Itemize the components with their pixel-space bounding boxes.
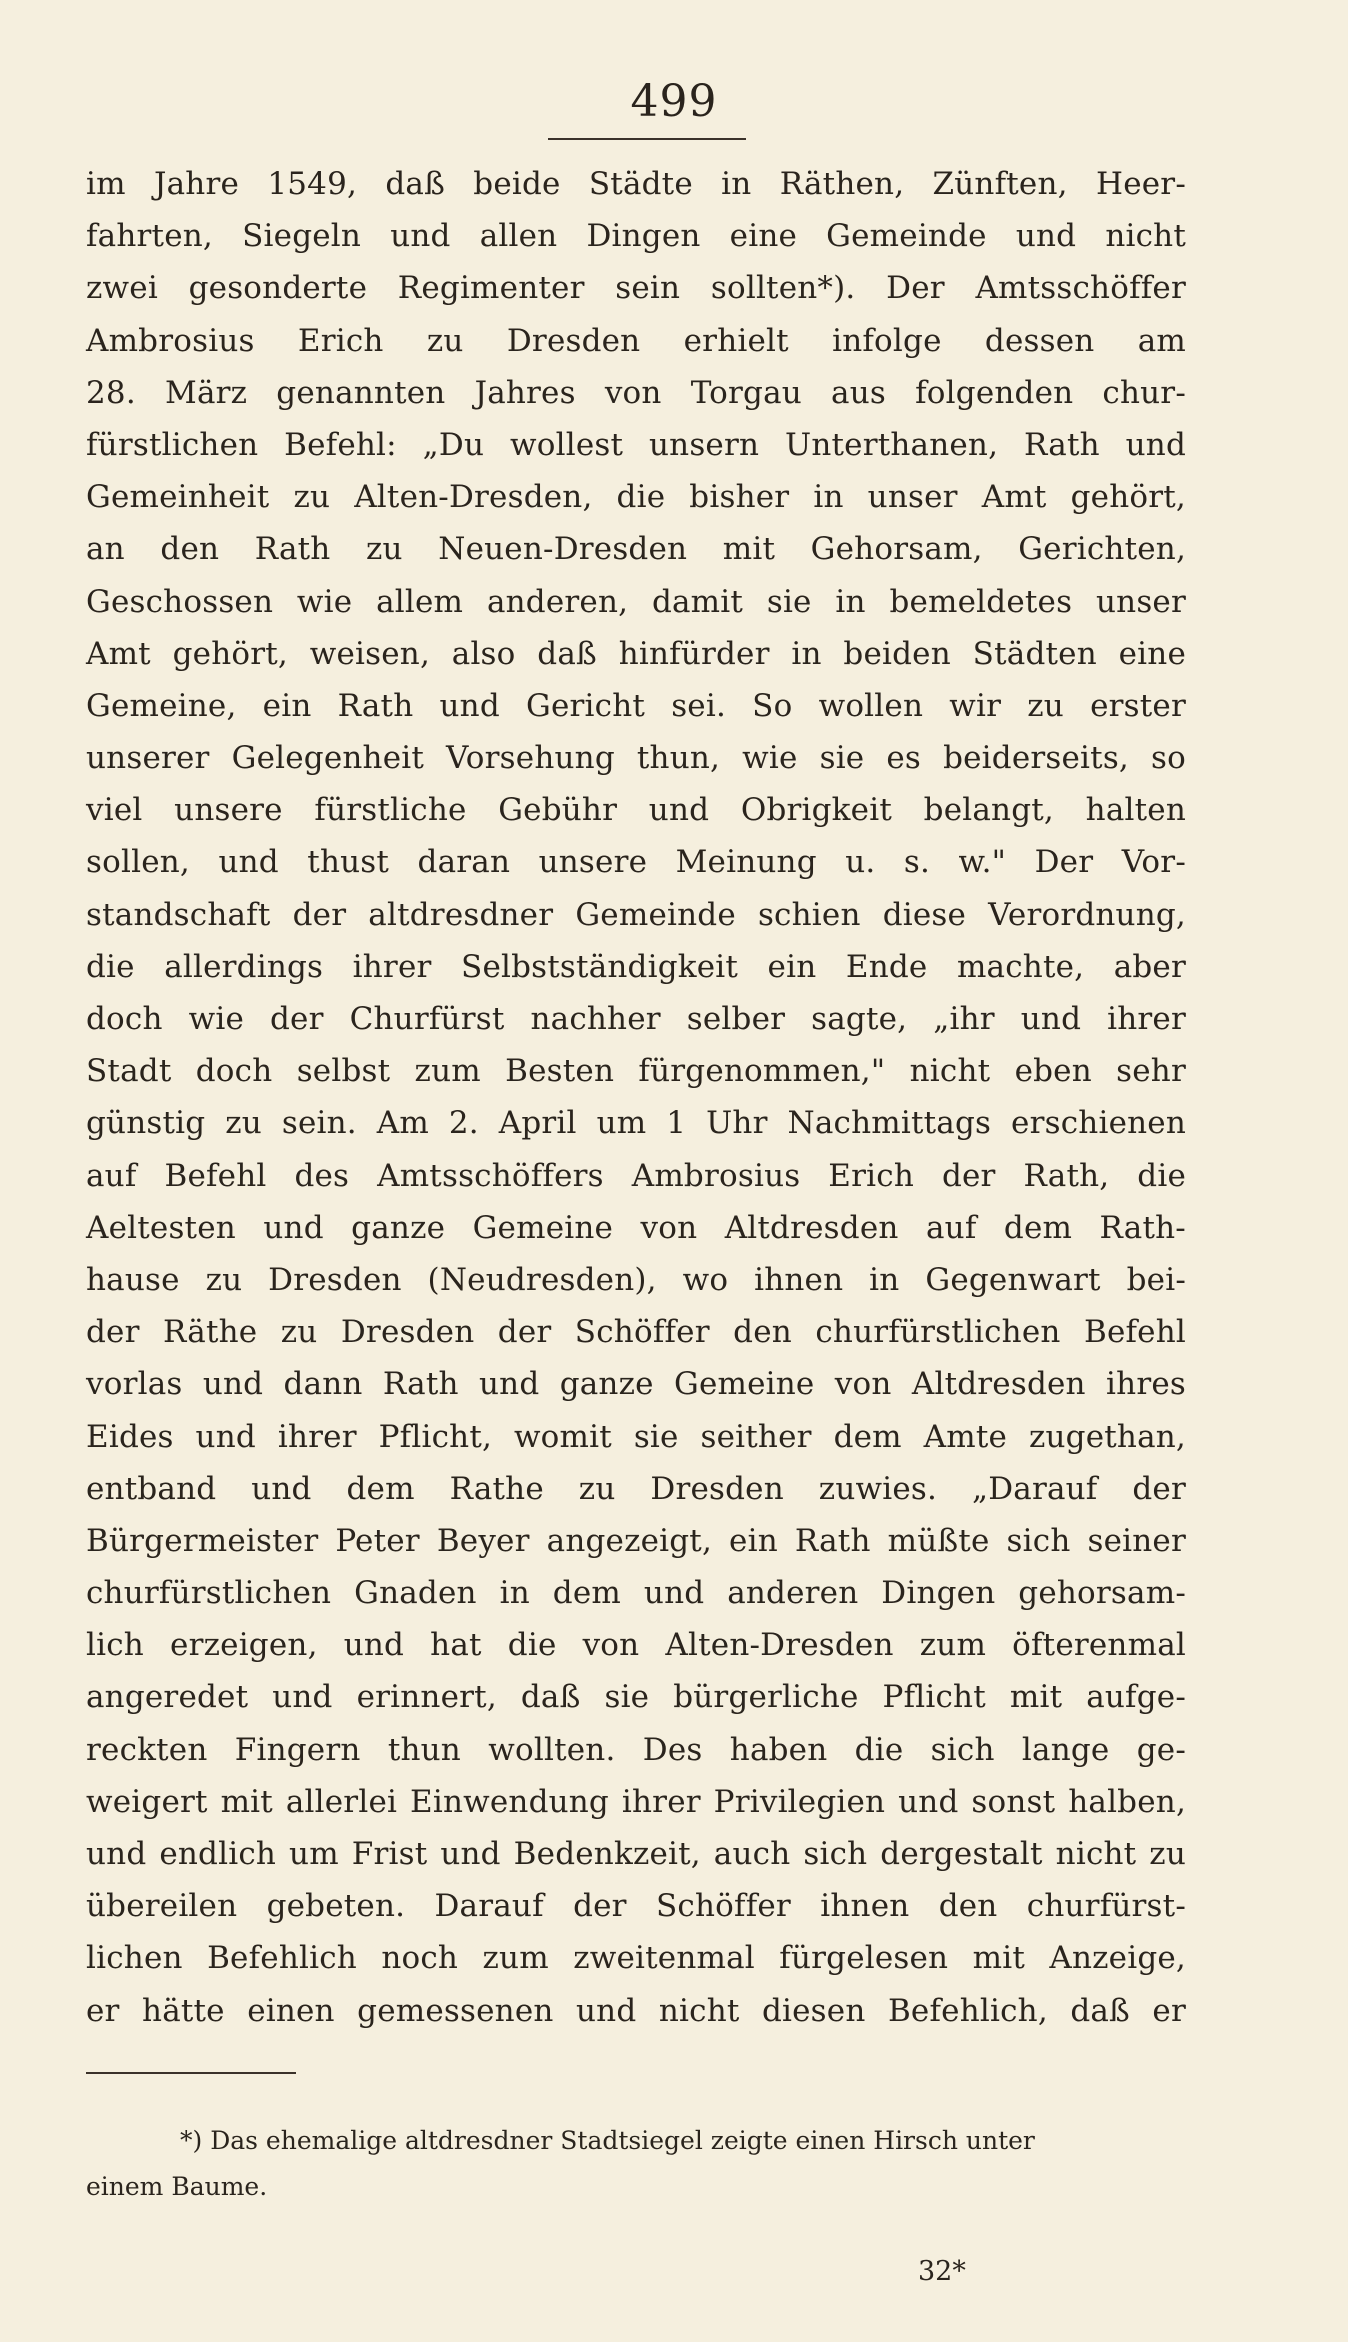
text-line: übereilen gebeten. Darauf der Schöffer ihnen den churfürst- <box>86 1888 1186 1925</box>
text-line: fürstlichen Befehl: „Du wollest unsern Unterthanen, Rath und <box>86 426 1186 463</box>
text-line: an den Rath zu Neuen-Dresden mit Gehorsam, Gerichten, <box>86 531 1186 568</box>
page-number: 499 <box>630 76 718 127</box>
text-line: Gemeinheit zu Alten-Dresden, die bisher in unser Amt gehört, <box>86 479 1186 516</box>
footnote-line: einem Baume. <box>86 2172 268 2201</box>
footnote-rule <box>86 2072 296 2074</box>
text-line: sollen, und thust daran unsere Meinung u. s. w." Der Vor- <box>86 844 1186 881</box>
text-line: Stadt doch selbst zum Besten fürgenommen," nicht eben sehr <box>86 1053 1186 1090</box>
text-line: reckten Fingern thun wollten. Des haben die sich lange ge- <box>86 1731 1186 1768</box>
text-line: der Räthe zu Dresden der Schöffer den churfürstlichen Befehl <box>86 1314 1186 1351</box>
text-line: Amt gehört, weisen, also daß hinfürder in beiden Städten eine <box>86 635 1186 672</box>
text-line: Gemeine, ein Rath und Gericht sei. So wollen wir zu erster <box>86 687 1186 724</box>
text-line: vorlas und dann Rath und ganze Gemeine von Altdresden ihres <box>86 1366 1186 1403</box>
text-line: doch wie der Churfürst nachher selber sagte, „ihr und ihrer <box>86 1001 1186 1037</box>
text-line: weigert mit allerlei Einwendung ihrer Privilegien und sonst halben, <box>86 1783 1186 1820</box>
header-rule <box>548 138 746 140</box>
text-line: die allerdings ihrer Selbstständigkeit ein Ende machte, aber <box>86 948 1186 985</box>
text-line: standschaft der altdresdner Gemeinde schien diese Verordnung, <box>86 896 1186 933</box>
text-line: lich erzeigen, und hat die von Alten-Dresden zum öfterenmal <box>86 1627 1186 1664</box>
text-line: günstig zu sein. Am 2. April um 1 Uhr Nachmittags erschienen <box>86 1105 1186 1142</box>
text-line: und endlich um Frist und Bedenkzeit, auch sich dergestalt nicht zu <box>86 1836 1186 1872</box>
text-line: Eides und ihrer Pflicht, womit sie seither dem Amte zugethan, <box>86 1418 1186 1455</box>
text-line: er hätte einen gemessenen und nicht diesen Befehlich, daß er <box>86 1992 1186 2029</box>
text-line: Bürgermeister Peter Beyer angezeigt, ein Rath müßte sich seiner <box>86 1522 1186 1559</box>
text-line: entband und dem Rathe zu Dresden zuwies. „Darauf der <box>86 1470 1186 1507</box>
text-line: Ambrosius Erich zu Dresden erhielt infolge dessen am <box>86 322 1186 359</box>
body-text <box>86 158 1186 2037</box>
text-line: 28. März genannten Jahres von Torgau aus folgenden chur- <box>86 374 1186 411</box>
signature-mark: 32* <box>918 2256 966 2287</box>
text-line: viel unsere fürstliche Gebühr und Obrigkeit belangt, halten <box>86 792 1186 829</box>
text-line: unserer Gelegenheit Vorsehung thun, wie sie es beiderseits, so <box>86 740 1186 777</box>
footnote <box>86 2118 1186 2210</box>
footnote-line: *) Das ehemalige altdresdner Stadtsiegel zeigte einen Hirsch unter <box>180 2126 1035 2155</box>
text-line: auf Befehl des Amtsschöffers Ambrosius Erich der Rath, die <box>86 1157 1186 1194</box>
text-line: lichen Befehlich noch zum zweitenmal fürgelesen mit Anzeige, <box>86 1940 1186 1977</box>
text-line: Aeltesten und ganze Gemeine von Altdresden auf dem Rath- <box>86 1209 1186 1246</box>
text-line: angeredet und erinnert, daß sie bürgerliche Pflicht mit aufge- <box>86 1679 1186 1716</box>
text-line: im Jahre 1549, daß beide Städte in Räthen, Zünften, Heer- <box>86 166 1186 202</box>
text-line: Geschossen wie allem anderen, damit sie in bemeldetes unser <box>86 583 1186 620</box>
text-line: fahrten, Siegeln und allen Dingen eine Gemeinde und nicht <box>86 218 1186 255</box>
text-line: churfürstlichen Gnaden in dem und anderen Dingen gehorsam- <box>86 1575 1186 1612</box>
text-line: hause zu Dresden (Neudresden), wo ihnen in Gegenwart bei- <box>86 1261 1186 1298</box>
text-line: zwei gesonderte Regimenter sein sollten*). Der Amtsschöffer <box>86 270 1186 307</box>
